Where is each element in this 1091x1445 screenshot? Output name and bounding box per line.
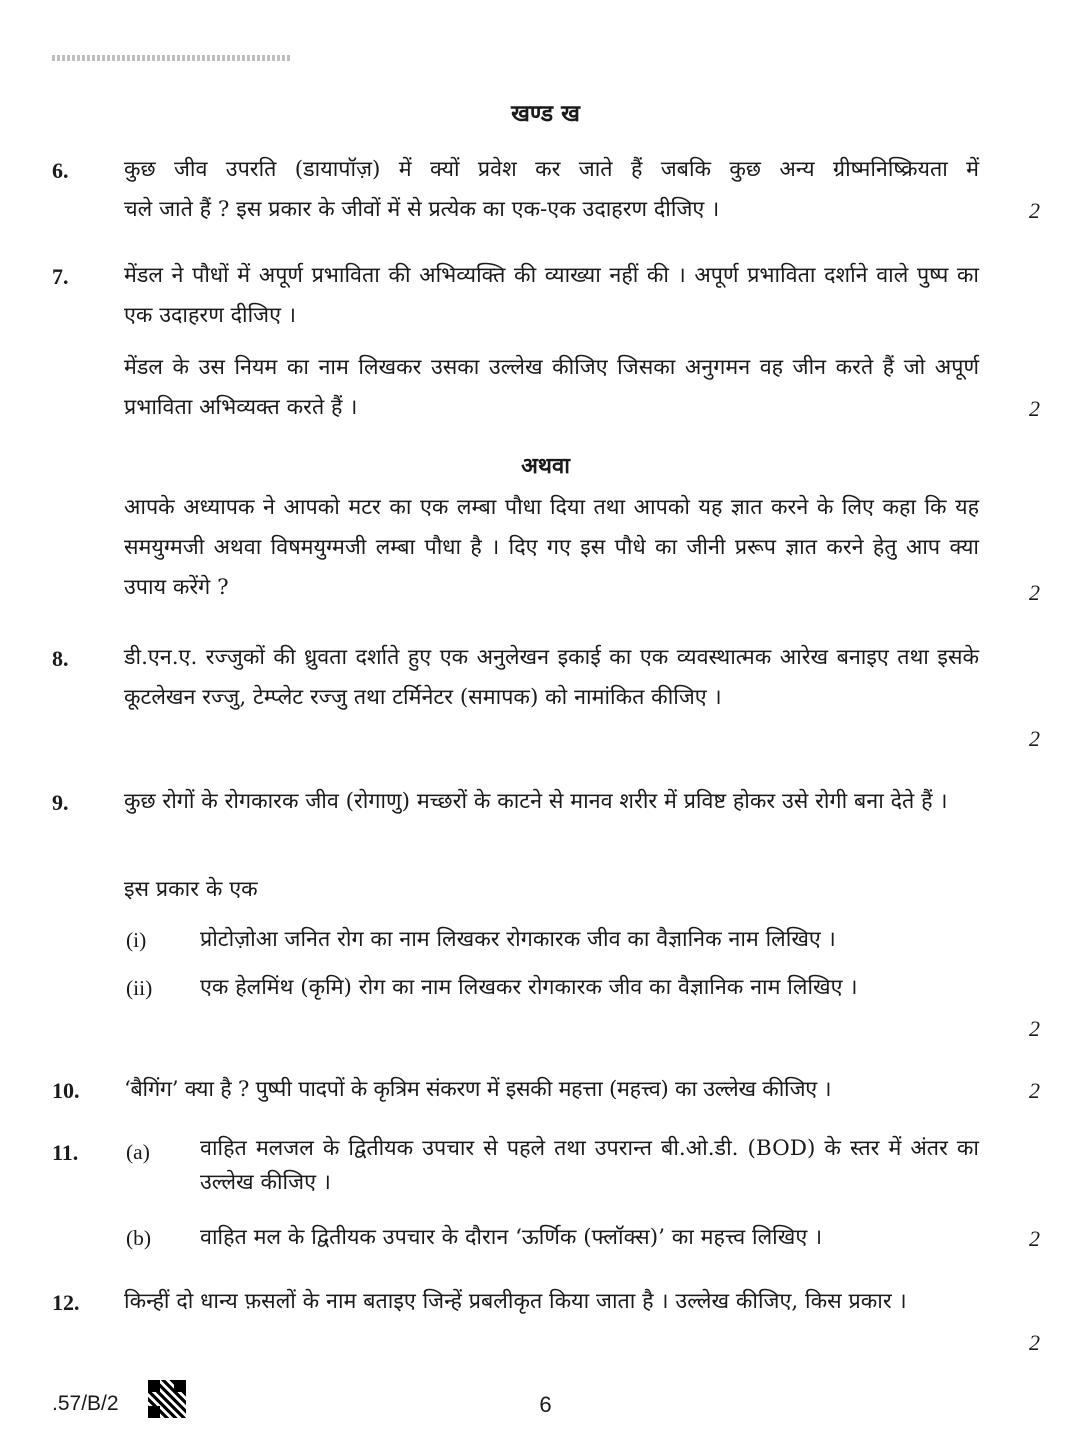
question-10-marks: 2 [1029, 1078, 1040, 1103]
question-number-6: 6. [52, 158, 69, 183]
question-number-8: 8. [52, 646, 69, 671]
question-10-text: ‘बैगिंग’ क्या है ? पुष्पी पादपों के कृत्रिम संकरण में इसकी महत्ता (महत्त्व) का उल्लेख कीजिए । [124, 1077, 832, 1102]
question-11-part-b-text: वाहित मल के द्वितीयक उपचार के दौरान ‘ऊर्णिक (फ्लॉक्स)’ का महत्त्व लिखिए । [200, 1225, 823, 1250]
or-heading: अथवा [521, 453, 570, 479]
question-9-lead: इस प्रकार के एक [124, 877, 258, 902]
question-7-para-2: मेंडल के उस नियम का नाम लिखकर उसका उल्लेख कीजिए जिसका अनुगमन वह जीन करते हैं जो अपूर्ण प्रभाविता अभिव्यक्त करते हैं । [124, 355, 979, 420]
question-number-12: 12. [52, 1290, 80, 1315]
question-7-or-marks: 2 [1029, 580, 1040, 605]
question-9-part-i-text: प्रोटोज़ोआ जनित रोग का नाम लिखकर रोगकारक जीव का वैज्ञानिक नाम लिखिए । [200, 927, 836, 952]
question-12-text: किन्हीं दो धान्य फ़सलों के नाम बताइए जिन्हें प्रबलीकृत किया जाता है । उल्लेख कीजिए, किस प्रकार । [124, 1289, 907, 1314]
question-11-marks: 2 [1029, 1226, 1040, 1251]
question-11-part-b-label: (b) [126, 1226, 152, 1250]
question-11-part-a-label: (a) [126, 1140, 150, 1164]
question-6-marks: 2 [1029, 198, 1040, 223]
question-12-marks: 2 [1029, 1330, 1040, 1355]
question-7-para-1: मेंडल ने पौधों में अपूर्ण प्रभाविता की अभिव्यक्ति की व्याख्या नहीं की । अपूर्ण प्रभाविता दर्शाने वाले पुष्प का एक उदाहरण दीजिए । [124, 263, 979, 328]
page-number: 6 [539, 1392, 552, 1417]
question-11-part-a-text: वाहित मलजल के द्वितीयक उपचार से पहले तथा उपरान्त बी.ओ.डी. (BOD) के स्तर में अंतर का उल्लेख कीजिए । [200, 1136, 979, 1195]
question-number-7: 7. [52, 264, 69, 289]
question-9-part-i-label: (i) [126, 928, 147, 952]
question-9-text: कुछ रोगों के रोगकारक जीव (रोगाणु) मच्छरों के काटने से मानव शरीर में प्रविष्ट होकर उसे रोगी बना देते हैं । [124, 789, 948, 814]
question-number-9: 9. [52, 790, 69, 815]
question-6-line-2: चले जाते हैं ? इस प्रकार के जीवों में से प्रत्येक का एक-एक उदाहरण दीजिए । [124, 197, 720, 222]
question-7-marks: 2 [1029, 396, 1040, 421]
section-title: खण्ड ख [511, 100, 580, 127]
question-8-marks: 2 [1029, 726, 1040, 751]
question-9-part-ii-label: (ii) [126, 976, 153, 1000]
question-number-10: 10. [52, 1078, 80, 1103]
question-8-text: डी.एन.ए. रज्जुकों की ध्रुवता दर्शाते हुए एक अनुलेखन इकाई का एक व्यवस्थात्मक आरेख बनाइए तथा इसके कूटलेखन रज्जु, टेम्प्लेट रज्जु तथा टर्मिनेटर (समापक) को नामांकित कीजिए । [124, 645, 979, 710]
paper-code: .57/B/2 [52, 1392, 119, 1415]
question-7-or-text: आपके अध्यापक ने आपको मटर का एक लम्बा पौधा दिया तथा आपको यह ज्ञात करने के लिए कहा कि यह समयुग्मजी अथवा विषमयुग्मजी लम्बा पौधा है । दिए गए इस पौधे का जीनी प्ररूप ज्ञात करने हेतु आप क्या उपाय करेंगे ? [124, 495, 979, 600]
question-9-marks: 2 [1029, 1016, 1040, 1041]
question-number-11: 11. [52, 1140, 79, 1165]
question-9-part-ii-text: एक हेलमिंथ (कृमि) रोग का नाम लिखकर रोगकारक जीव का वैज्ञानिक नाम लिखिए । [200, 975, 858, 1000]
question-6-line-1: कुछ जीव उपरति (डायापॉज़) में क्यों प्रवेश कर जाते हैं जबकि कुछ अन्य ग्रीष्मनिष्क्रियता में [124, 157, 979, 182]
header-print-strip [52, 55, 292, 61]
